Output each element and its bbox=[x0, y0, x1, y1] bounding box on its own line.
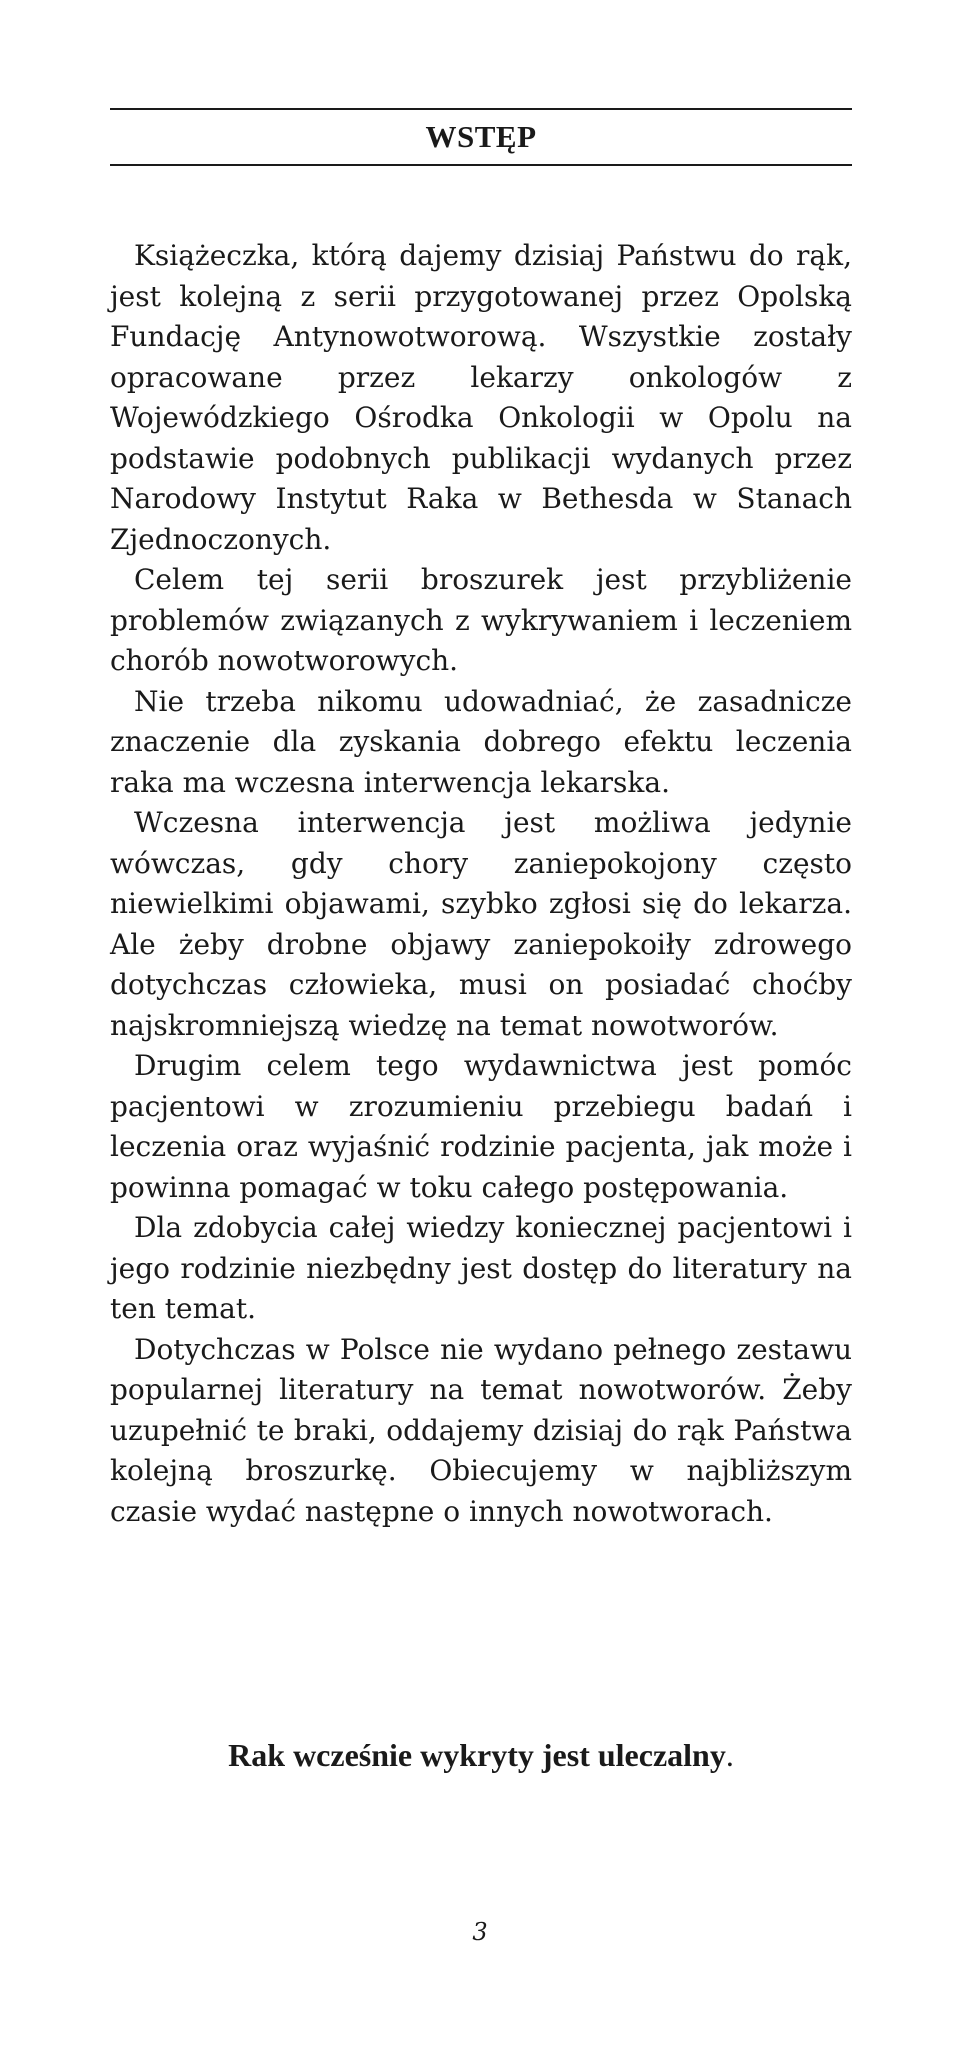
paragraph-6: Dla zdobycia całej wiedzy koniecznej pacjentowi i jego rodzinie niezbędny jest dostęp do literatury na ten temat. bbox=[110, 1211, 852, 1325]
page-number: 3 bbox=[472, 1918, 488, 1946]
paragraph-1: Książeczka, którą dajemy dzisiaj Państwu do rąk, jest kolejną z serii przygotowanej przez Opolską Fundację Antynowotworową. Wszystkie zostały opracowane przez lekarzy onkologów z Wojewódzkiego Ośrodka Onkologii w Opolu na podstawie podobnych publikacji wydanych przez Narodowy Instytut Raka w Bethesda w Stanach Zjednoczonych. bbox=[110, 239, 852, 556]
closing-punctuation: . bbox=[725, 1737, 734, 1773]
paragraph-4: Wczesna interwencja jest możliwa jedynie wówczas, gdy chory zaniepokojony często niewielkimi objawami, szybko zgłosi się do lekarza. Ale żeby drobne objawy zaniepokoiły zdrowego dotychczas człowieka, musi on posiadać choćby najskromniejszą wiedzę na temat nowotworów. bbox=[110, 806, 852, 1042]
paragraph-2: Celem tej serii broszurek jest przybliżenie problemów związanych z wykrywaniem i leczeniem chorób nowotworowych. bbox=[110, 563, 852, 677]
closing-statement bbox=[110, 1735, 852, 1775]
closing-text: Rak wcześnie wykryty jest uleczalny bbox=[228, 1737, 726, 1773]
paragraph-3: Nie trzeba nikomu udowadniać, że zasadnicze znaczenie dla zyskania dobrego efektu leczenia raka ma wczesna interwencja lekarska. bbox=[110, 684, 852, 799]
paragraph-7: Dotychczas w Polsce nie wydano pełnego zestawu popularnej literatury na temat nowotworów. Żeby uzupełnić te braki, oddajemy dzisiaj do rąk Państwa kolejną broszurkę. Obiecujemy w najbliższym czasie wydać następne o innych nowotworach. bbox=[110, 1332, 852, 1528]
body-text bbox=[110, 236, 852, 1532]
section-title: WSTĘP bbox=[425, 119, 537, 154]
paragraph-5: Drugim celem tego wydawnictwa jest pomóc pacjentowi w zrozumieniu przebiegu badań i leczenia oraz wyjaśnić rodzinie pacjenta, jak może i powinna pomagać w toku całego postępowania. bbox=[110, 1049, 852, 1204]
section-header bbox=[110, 108, 852, 166]
